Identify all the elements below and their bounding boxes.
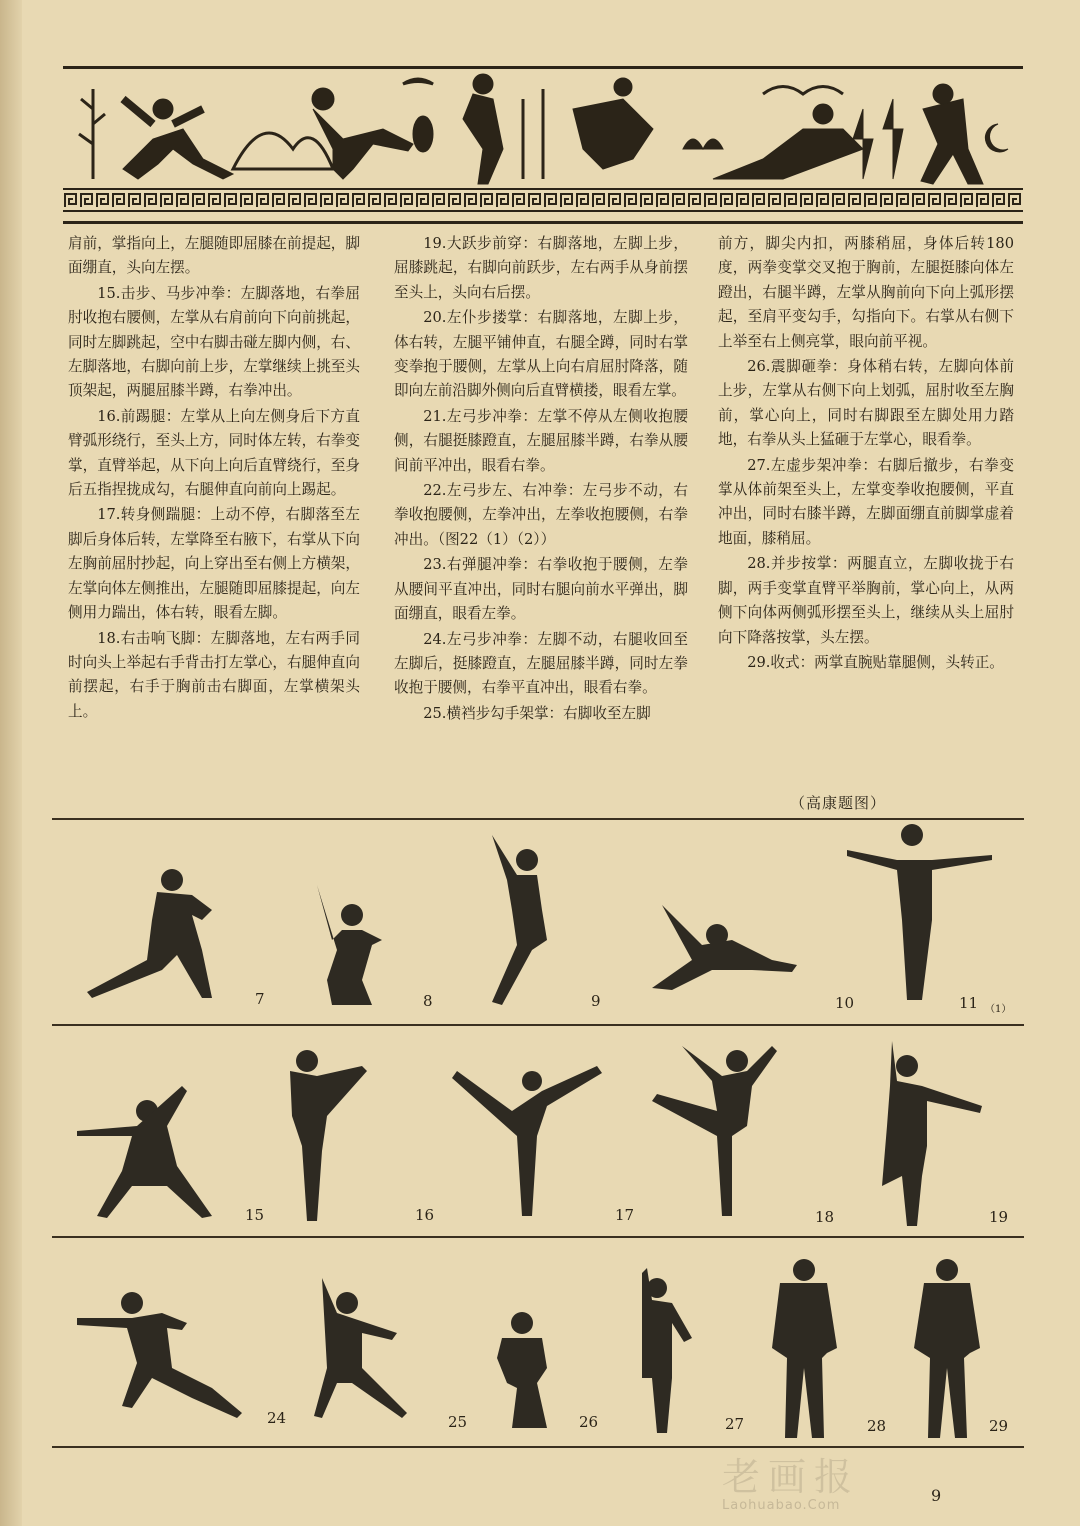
figure-number: 16 <box>415 1206 435 1224</box>
figure-number: 18 <box>815 1208 835 1226</box>
greek-key-pattern <box>63 190 1023 210</box>
figure-number: 9 <box>591 992 601 1010</box>
photo-row-2 <box>52 1026 1024 1236</box>
martial-arts-photos-row-1 <box>52 820 1024 1024</box>
photo-row-3 <box>52 1238 1024 1446</box>
paragraph: 26.震脚砸拳：身体稍右转，左脚向体前上步，左掌从右侧下向上划弧，屈肘收至左胸前，掌心向上，同时右脚跟至左脚处用力踏地，右拳从头上猛砸于左掌心，眼看拳。 <box>718 358 1014 449</box>
illustration-credit: （高康题图） <box>790 794 887 812</box>
figure-number: 26 <box>579 1413 599 1431</box>
paragraph: 21.左弓步冲拳：左掌不停从左侧收抱腰侧，右腿挺膝蹬直，左腿屈膝半蹲，右拳从腰间前平冲出，眼看右拳。 <box>394 407 688 474</box>
paragraph: 16.前踢腿：左掌从上向左侧身后下方直臂弧形绕行，至头上方，同时体左转，右拳变掌，直臂举起，从下向上向后直臂绕行，至身后五指捏拢成勾，右腿伸直向前向上踢起。 <box>68 407 360 499</box>
greek-key-border <box>63 188 1023 212</box>
paragraph: 28.并步按掌：两腿直立，左脚收拢于右脚，两手变掌直臂平举胸前，掌心向上，从两侧下向体两侧弧形摆至头上，继续从头上屈肘向下降落按掌，头左摆。 <box>718 555 1014 646</box>
martial-arts-photos-row-3 <box>52 1238 1024 1446</box>
figure-number: 17 <box>615 1206 635 1224</box>
paragraph: 前方，脚尖内扣，两膝稍屈，身体后转180度，两拳变掌交叉抱于胸前，左腿挺膝向体左蹬出，右腿半蹲，左掌从胸前向下向上弧形摆起，至肩平变勾手，勾指向下。右掌从右侧下上举至右上侧亮掌，眼向前平视。 <box>718 235 1014 350</box>
paragraph: 24.左弓步冲拳：左脚不动，右腿收回至左脚后，挺膝蹬直，左腿屈膝半蹲，同时左拳收抱于腰侧，右拳平直冲出，眼看右拳。 <box>394 630 688 697</box>
figure-number: 25 <box>448 1413 468 1431</box>
figure-number: 15 <box>245 1206 265 1224</box>
figure-number: 10 <box>835 994 855 1012</box>
page-number: 9 <box>931 1486 942 1505</box>
paragraph: 18.右击响飞脚：左脚落地，左右两手同时向头上举起右手背击打左掌心，右腿伸直向前摆起，右手于胸前击右脚面，左掌横架头上。 <box>68 629 360 720</box>
watermark-url: Laohuabao.Com <box>722 1498 841 1513</box>
photo-row-1 <box>52 820 1024 1024</box>
text-column-1 <box>68 232 360 725</box>
paragraph: 22.左弓步左、右冲拳：左弓步不动，右拳收抱腰侧，左拳冲出，左拳收抱腰侧，右拳冲出。（图22（1）（2）） <box>394 482 688 548</box>
figure-number: 27 <box>725 1415 745 1433</box>
paragraph: 15.击步、马步冲拳：左脚落地，右拳屈肘收抱右腰侧，左掌从右肩前向下向前挑起，同时左脚跳起，空中右脚击碰左脚内侧，右、左脚落地，右脚向前上步，左掌继续上挑至头顶架起，两腿屈膝半蹲，右拳冲出。 <box>68 284 360 400</box>
figure-number: 7 <box>255 990 265 1008</box>
paragraph: 20.左仆步搂掌：右脚落地，左脚上步，体右转，左腿平铺伸直，右腿全蹲，同时右掌变拳抱于腰侧，左掌从上向右肩屈肘降落，随即向左前沿脚外侧向后直臂横搂，眼看左掌。 <box>394 309 688 400</box>
martial-arts-photos-row-2 <box>52 1026 1024 1236</box>
figure-number: 19 <box>989 1208 1009 1226</box>
figure-number: 8 <box>423 992 433 1010</box>
page-gutter <box>0 0 22 1526</box>
figure-number: 28 <box>867 1417 887 1435</box>
text-column-2 <box>394 232 688 727</box>
text-column-3 <box>718 232 1014 676</box>
paragraph: 17.转身侧踹腿：上动不停，右脚落至左脚后身体后转，左掌降至右腋下，右掌从下向左胸前屈肘抄起，向上穿出至右侧上方横架，左掌向体左侧推出，左腿随即屈膝提起，向左侧用力踹出，体右转，眼看左脚。 <box>68 506 360 622</box>
figure-number: 24 <box>267 1409 287 1427</box>
figure-number: 11 <box>959 994 979 1012</box>
watermark: 老画报 <box>722 1455 861 1499</box>
paragraph: 19.大跃步前穿：右脚落地，左脚上步，屈膝跳起，右脚向前跃步，左右两手从身前摆至头上，头向右后摆。 <box>394 235 688 301</box>
paragraph: 29.收式：两掌直腕贴靠腿侧，头转正。 <box>747 653 1004 671</box>
figure-number: 29 <box>989 1417 1009 1435</box>
figure-sub-number: （1） <box>985 1004 1012 1015</box>
divider <box>52 1446 1024 1448</box>
paragraph: 27.左虚步架冲拳：右脚后撤步，右拳变掌从体前架至头上，左掌变拳收抱腰侧，平直冲出，同时右膝半蹲，左脚面绷直前脚掌虚着地面，膝稍屈。 <box>718 456 1014 547</box>
decorative-figures-illustration <box>63 69 1023 189</box>
paragraph: 肩前，掌指向上，左腿随即屈膝在前提起，脚面绷直，头向左摆。 <box>68 235 360 277</box>
paragraph: 23.右弹腿冲拳：右拳收抱于腰侧，左拳从腰间平直冲出，同时右腿向前水平弹出，脚面绷直，眼看左拳。 <box>394 556 688 623</box>
paragraph: 25.横裆步勾手架掌：右脚收至左脚 <box>423 704 651 722</box>
